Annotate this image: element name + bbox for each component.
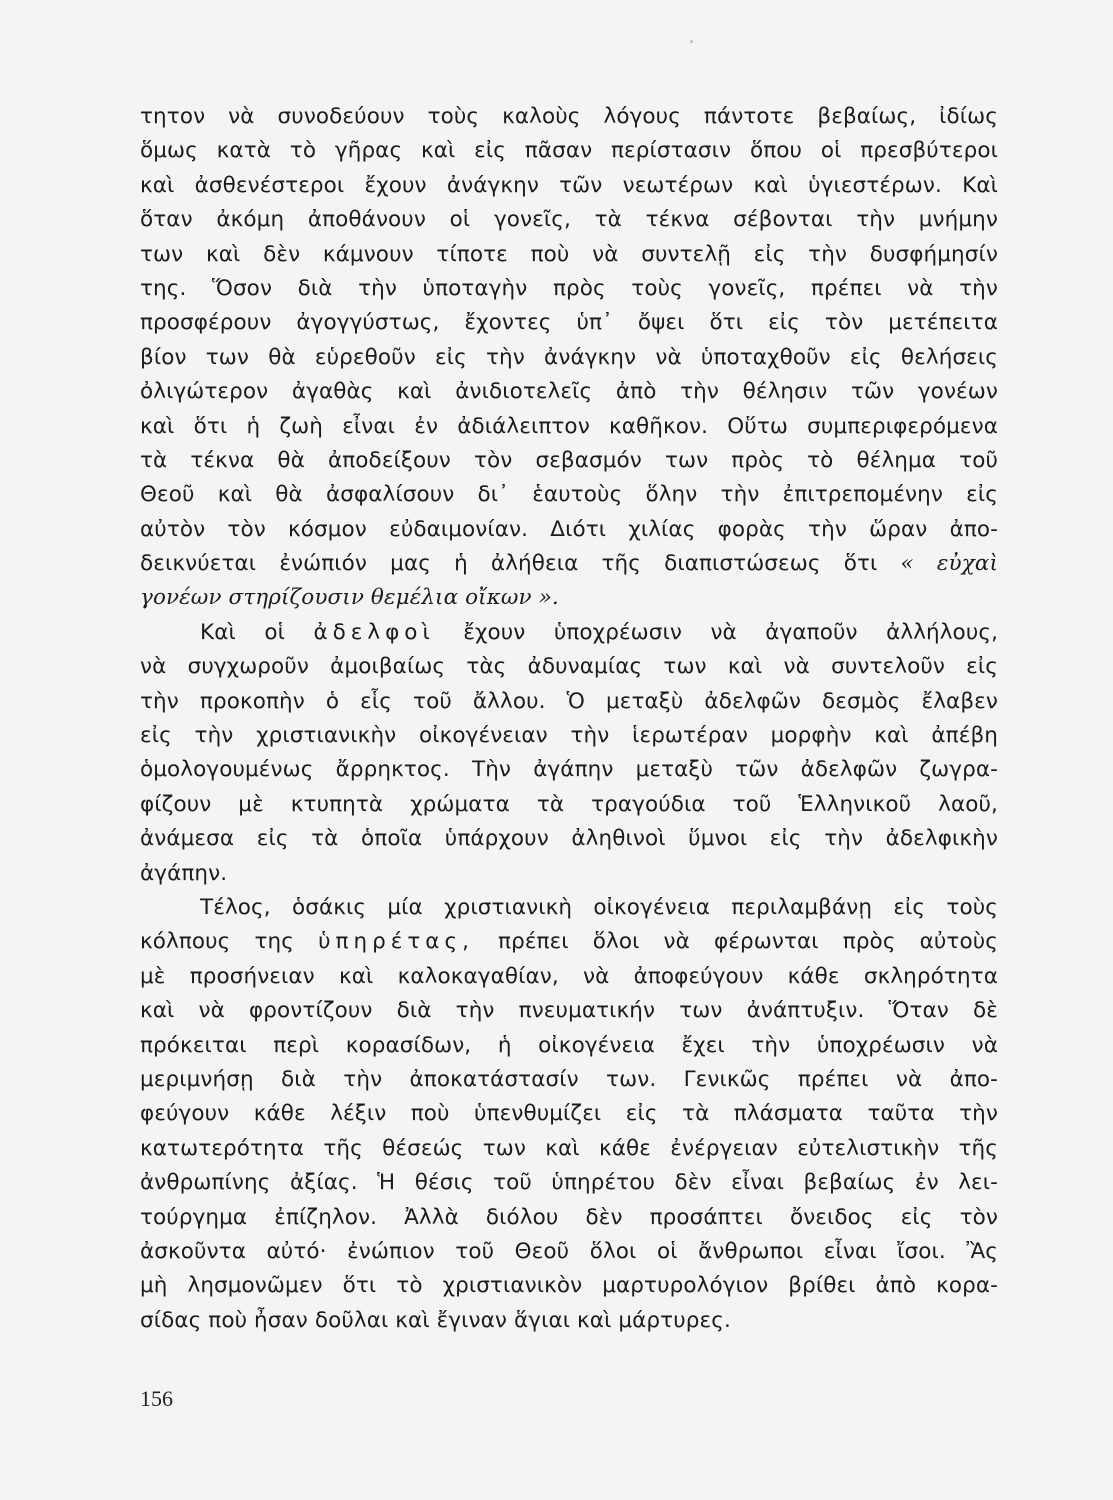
text-line: ἀνθρωπίνης ἀξίας. Ἡ θέσις τοῦ ὑπηρέτου δὲν εἶναι βεβαίως ἐν λει- [140,1170,998,1196]
text-line: προσφέρουν ἀγογγύστως, ἔχοντες ὑπ᾽ ὄψει ὅτι εἰς τὸν μετέπειτα [140,310,998,336]
text-line: τὴν προκοπὴν ὁ εἷς τοῦ ἄλλου. Ὁ μεταξὺ ἀδελφῶν δεσμὸς ἔλαβεν [140,688,998,714]
text-segment: κόλπους της [140,929,294,955]
text-line: ἀσκοῦντα αὐτό· ἐνώπιον τοῦ Θεοῦ ὅλοι οἱ ἄνθρωποι εἶναι ἴσοι. Ἂς [140,1238,998,1264]
text-line: καὶ νὰ φροντίζουν διὰ τὴν πνευματικήν των ἀνάπτυξιν. Ὅταν δὲ [140,998,998,1024]
text-line: τητον νὰ συνοδεύουν τοὺς καλοὺς λόγους πάντοτε βεβαίως, ἰδίως [140,104,998,129]
text-line: καὶ ἀσθενέστεροι ἔχουν ἀνάγκην τῶν νεωτέρων καὶ ὑγιεστέρων. Καὶ [140,172,998,198]
text-line: Τέλος, ὁσάκις μία χριστιανικὴ οἰκογένεια περιλαμβάνῃ εἰς τοὺς [200,894,998,920]
text-line: ὅταν ἀκόμη ἀποθάνουν οἱ γονεῖς, τὰ τέκνα σέβονται τὴν μνήμην [140,207,998,233]
text-line: ἀγάπην. [140,860,228,886]
text-line: νὰ συγχωροῦν ἀμοιβαίως τὰς ἀδυναμίας των καὶ νὰ συντελοῦν εἰς [140,654,998,680]
text-line [140,925,998,959]
text-segment: Καὶ οἱ [200,619,285,645]
text-line: εἰς τὴν χριστιανικὴν οἰκογένειαν τὴν ἱερωτέραν μορφὴν καὶ ἀπέβη [140,723,998,749]
text-line: αὐτὸν τὸν κόσμον εὐδαιμονίαν. Διότι χιλίας φορὰς τὴν ὥραν ἀπο- [140,516,998,542]
text-line: των καὶ δὲν κάμνουν τίποτε ποὺ νὰ συντελῇ εἰς τὴν δυσφήμησίν [140,241,998,267]
text-segment: δεικνύεται ἐνώπιόν μας ἡ ἀλήθεια τῆς διαπιστώσεως ὅτι [140,551,878,577]
text-line: μὲ προσήνειαν καὶ καλοκαγαθίαν, νὰ ἀποφεύγουν κάθε σκληρότητα [140,963,998,989]
text-line: πρόκειται περὶ κορασίδων, ἡ οἰκογένεια ἔχει τὴν ὑποχρέωσιν νὰ [140,1032,998,1058]
text-line: ἀνάμεσα εἰς τὰ ὁποῖα ὑπάρχουν ἀληθινοὶ ὕμνοι εἰς τὴν ἀδελφικὴν [140,826,998,852]
text-line [140,616,998,650]
body-text [140,100,998,1338]
text-line: σίδας ποὺ ἦσαν δοῦλαι καὶ ἔγιναν ἅγιαι καὶ μάρτυρες. [140,1307,731,1333]
text-line: καὶ ὅτι ἡ ζωὴ εἶναι ἐν ἀδιάλειπτον καθῆκον. Οὕτω συμπεριφερόμενα [140,413,998,439]
text-segment: πρέπει ὅλοι νὰ φέρωνται πρὸς αὐτοὺς [498,929,998,955]
text-line: ὅμως κατὰ τὸ γῆρας καὶ εἰς πᾶσαν περίστασιν ὅπου οἱ πρεσβύτεροι [140,138,998,164]
spaced-emphasis: ὑπηρέτας, [318,929,474,955]
quotation-italic: « εὐχαὶ [900,551,998,577]
text-line: τὰ τέκνα θὰ ἀποδείξουν τὸν σεβασμόν των πρὸς τὸ θέλημα τοῦ [140,447,998,473]
text-line: ὀλιγώτερον ἀγαθὰς καὶ ἀνιδιοτελεῖς ἀπὸ τὴν θέλησιν τῶν γονέων [140,379,998,405]
text-line: τούργημα ἐπίζηλον. Ἀλλὰ διόλου δὲν προσάπτει ὄνειδος εἰς τὸν [140,1204,998,1230]
text-line: Θεοῦ καὶ θὰ ἀσφαλίσουν δι᾽ ἑαυτοὺς ὅλην τὴν ἐπιτρεπομένην εἰς [140,482,998,508]
text-line: φίζουν μὲ κτυπητὰ χρώματα τὰ τραγούδια τοῦ Ἑλληνικοῦ λαοῦ, [140,791,998,817]
text-line: κατωτερότητα τῆς θέσεώς των καὶ κάθε ἐνέργειαν εὐτελιστικὴν τῆς [140,1135,998,1161]
page-number: 156 [140,1386,173,1411]
text-line: ὁμολογουμένως ἄρρηκτος. Τὴν ἀγάπην μεταξὺ τῶν ἀδελφῶν ζωγρα- [140,757,998,783]
text-line: βίον των θὰ εὑρεθοῦν εἰς τὴν ἀνάγκην νὰ ὑποταχθοῦν εἰς θελήσεις [140,344,998,370]
text-line [140,547,998,581]
text-line: φεύγουν κάθε λέξιν ποὺ ὑπενθυμίζει εἰς τὰ πλάσματα ταῦτα τὴν [140,1101,998,1127]
text-line: της. Ὅσον διὰ τὴν ὑποταγὴν πρὸς τοὺς γονεῖς, πρέπει νὰ τὴν [140,275,998,301]
quotation-line: γονέων στηρίζουσιν θεμέλια οἴκων ». [140,585,559,611]
paper-speck [690,40,693,43]
text-segment: ἔχουν ὑποχρέωσιν νὰ ἀγαποῦν ἀλλήλους, [463,619,999,645]
text-line: μὴ λησμονῶμεν ὅτι τὸ χριστιανικὸν μαρτυρολόγιον βρίθει ἀπὸ κορα- [140,1273,998,1299]
spaced-emphasis: ἀδελφοὶ [313,619,435,645]
text-line: μεριμνήσῃ διὰ τὴν ἀποκατάστασίν των. Γενικῶς πρέπει νὰ ἀπο- [140,1066,998,1092]
